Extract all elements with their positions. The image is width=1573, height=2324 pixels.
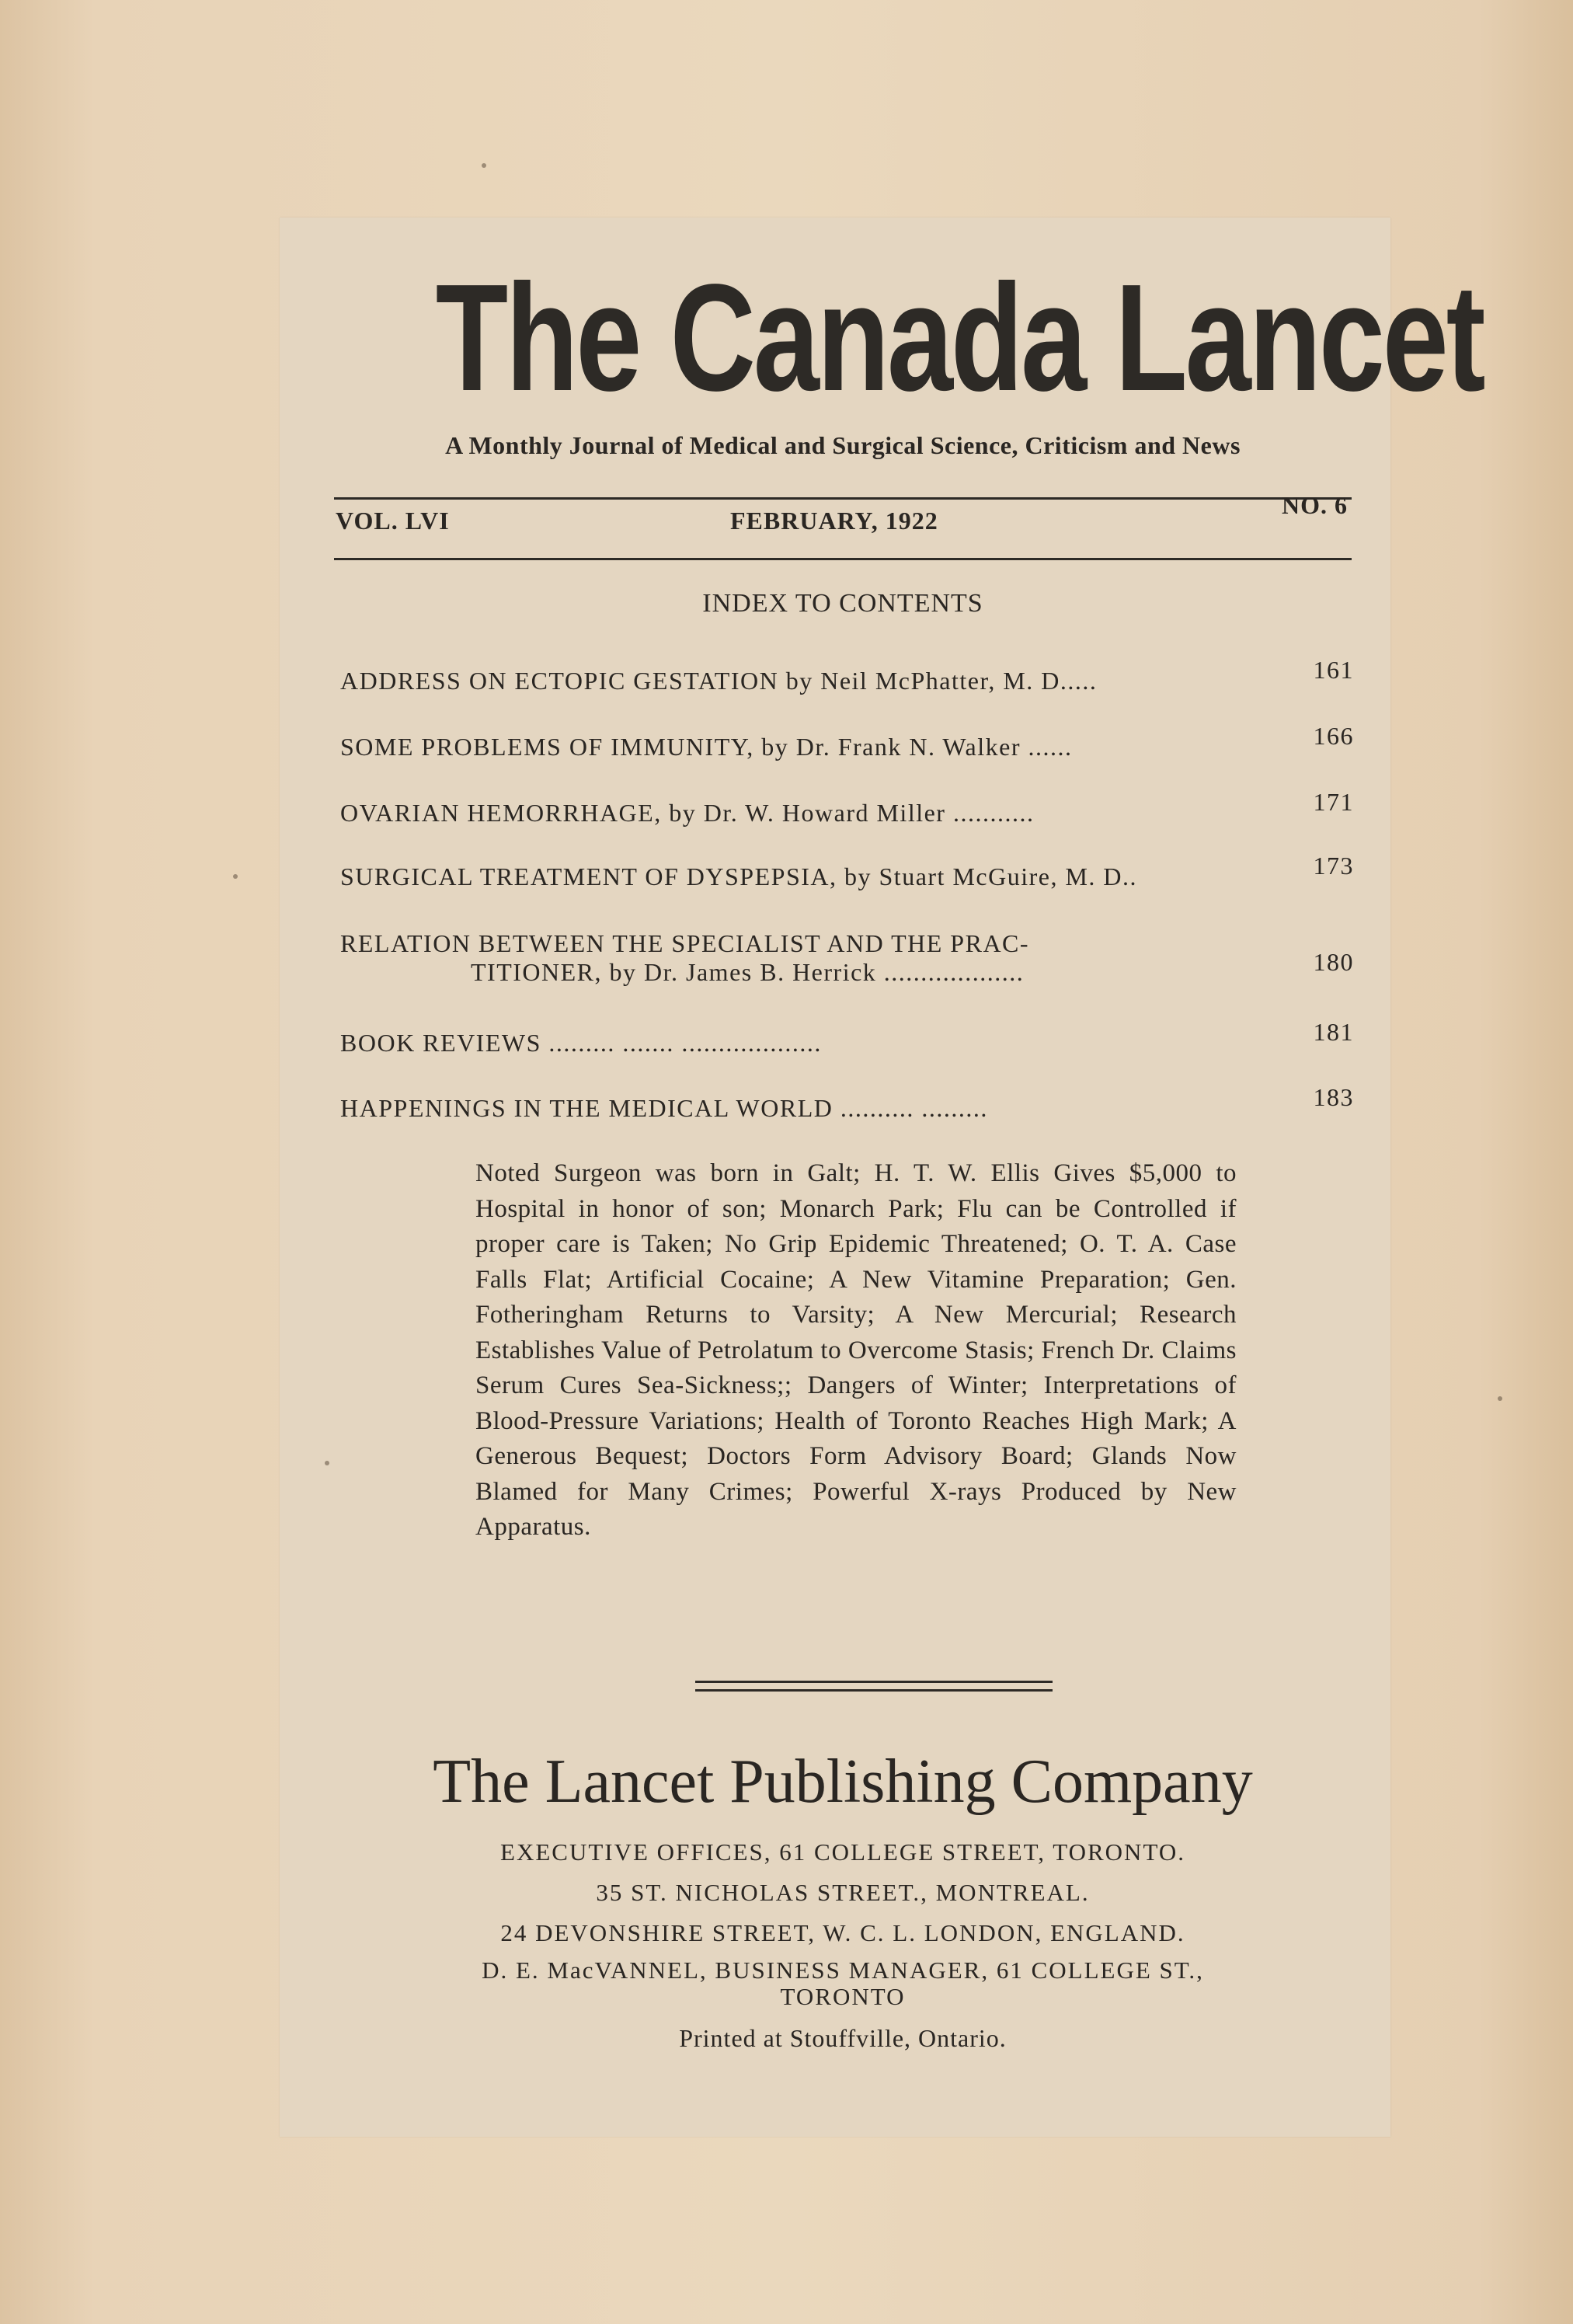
address-line: EXECUTIVE OFFICES, 61 COLLEGE STREET, TORONTO. (500, 1838, 1185, 1866)
toc-entry (340, 722, 1354, 761)
toc-entry-title: OVARIAN HEMORRHAGE, by Dr. W. Howard Miller ........... (340, 799, 1035, 827)
toc-entry-title: SOME PROBLEMS OF IMMUNITY, by Dr. Frank N. Walker ...... (340, 733, 1073, 761)
toc-entry (340, 656, 1354, 695)
toc-entry-page: 183 (1313, 1083, 1354, 1111)
bottom-rule (334, 558, 1352, 560)
paper-speck (482, 163, 486, 168)
toc-entry-title: ADDRESS ON ECTOPIC GESTATION by Neil McPhatter, M. D..... (340, 667, 1098, 695)
toc-entry-continuation: TITIONER, by Dr. James B. Herrick ................... (471, 958, 1025, 986)
toc-entry-page: 181 (1313, 1018, 1354, 1046)
toc-entry-page: 171 (1313, 788, 1354, 816)
address-line: 35 ST. NICHOLAS STREET., MONTREAL. (596, 1879, 1090, 1906)
publisher-name: The Lancet Publishing Company (433, 1747, 1253, 1816)
toc-entry-page: 173 (1313, 852, 1354, 880)
printed-at-line: Printed at Stouffville, Ontario. (679, 2024, 1007, 2052)
paper-speck (233, 874, 238, 879)
news-summary: Noted Surgeon was born in Galt; H. T. W. Ellis Gives $5,000 to Hospital in honor of son; Monarch Park; Flu can be Controlled if proper care is Taken; No Grip Epidemic Threatened; O. T. A. Case Falls Flat; Artificial Cocaine; A New Vitamine Preparation; Gen. Fotheringham Returns to Varsity; A New Mercurial; Research Establishes Value of Petrolatum to Overcome Stasis; French Dr. Claims Serum Cures Sea-Sickness;; Dangers of Winter; Interpretations of Blood-Pressure Variations; Health of Toronto Reaches High Mark; A Generous Bequest; Doctors Form Advisory Board; Glands Now Blamed for Many Crimes; Powerful X-rays Produced by New Apparatus. (475, 1159, 1237, 1541)
volume-label: VOL. LVI (336, 507, 450, 535)
top-rule (334, 497, 1352, 500)
toc-entry-page: 166 (1313, 722, 1354, 750)
issue-date: FEBRUARY, 1922 (730, 507, 938, 535)
toc-entry-page: 180 (1313, 948, 1354, 976)
paper-speck (1498, 1396, 1502, 1401)
toc-entry (340, 1083, 1354, 1123)
toc-entry (340, 1018, 1354, 1057)
toc-entry (340, 852, 1354, 891)
issue-number: NO. 6 (1282, 491, 1348, 519)
toc-entry-title: BOOK REVIEWS ......... ....... ................... (340, 1029, 822, 1057)
toc-entry-title: SURGICAL TREATMENT OF DYSPEPSIA, by Stuart McGuire, M. D.. (340, 862, 1138, 890)
journal-title: The Canada Lancet (435, 253, 1484, 423)
index-heading: INDEX TO CONTENTS (702, 589, 983, 618)
address-line: 24 DEVONSHIRE STREET, W. C. L. LONDON, ENGLAND. (500, 1919, 1185, 1946)
paper-speck (325, 1461, 329, 1465)
journal-subtitle: A Monthly Journal of Medical and Surgical Science, Criticism and News (445, 431, 1241, 459)
address-line: D. E. MacVANNEL, BUSINESS MANAGER, 61 COLLEGE ST., (482, 1956, 1204, 1984)
toc-entry (340, 929, 1354, 987)
toc-entry-title: RELATION BETWEEN THE SPECIALIST AND THE PRAC- (340, 929, 1030, 957)
toc-entry (340, 788, 1354, 828)
address-line: TORONTO (780, 1983, 906, 2010)
double-rule-divider (695, 1681, 1053, 1692)
toc-entry-title: HAPPENINGS IN THE MEDICAL WORLD .......... ......... (340, 1094, 988, 1122)
toc-entry-page: 161 (1313, 656, 1354, 684)
